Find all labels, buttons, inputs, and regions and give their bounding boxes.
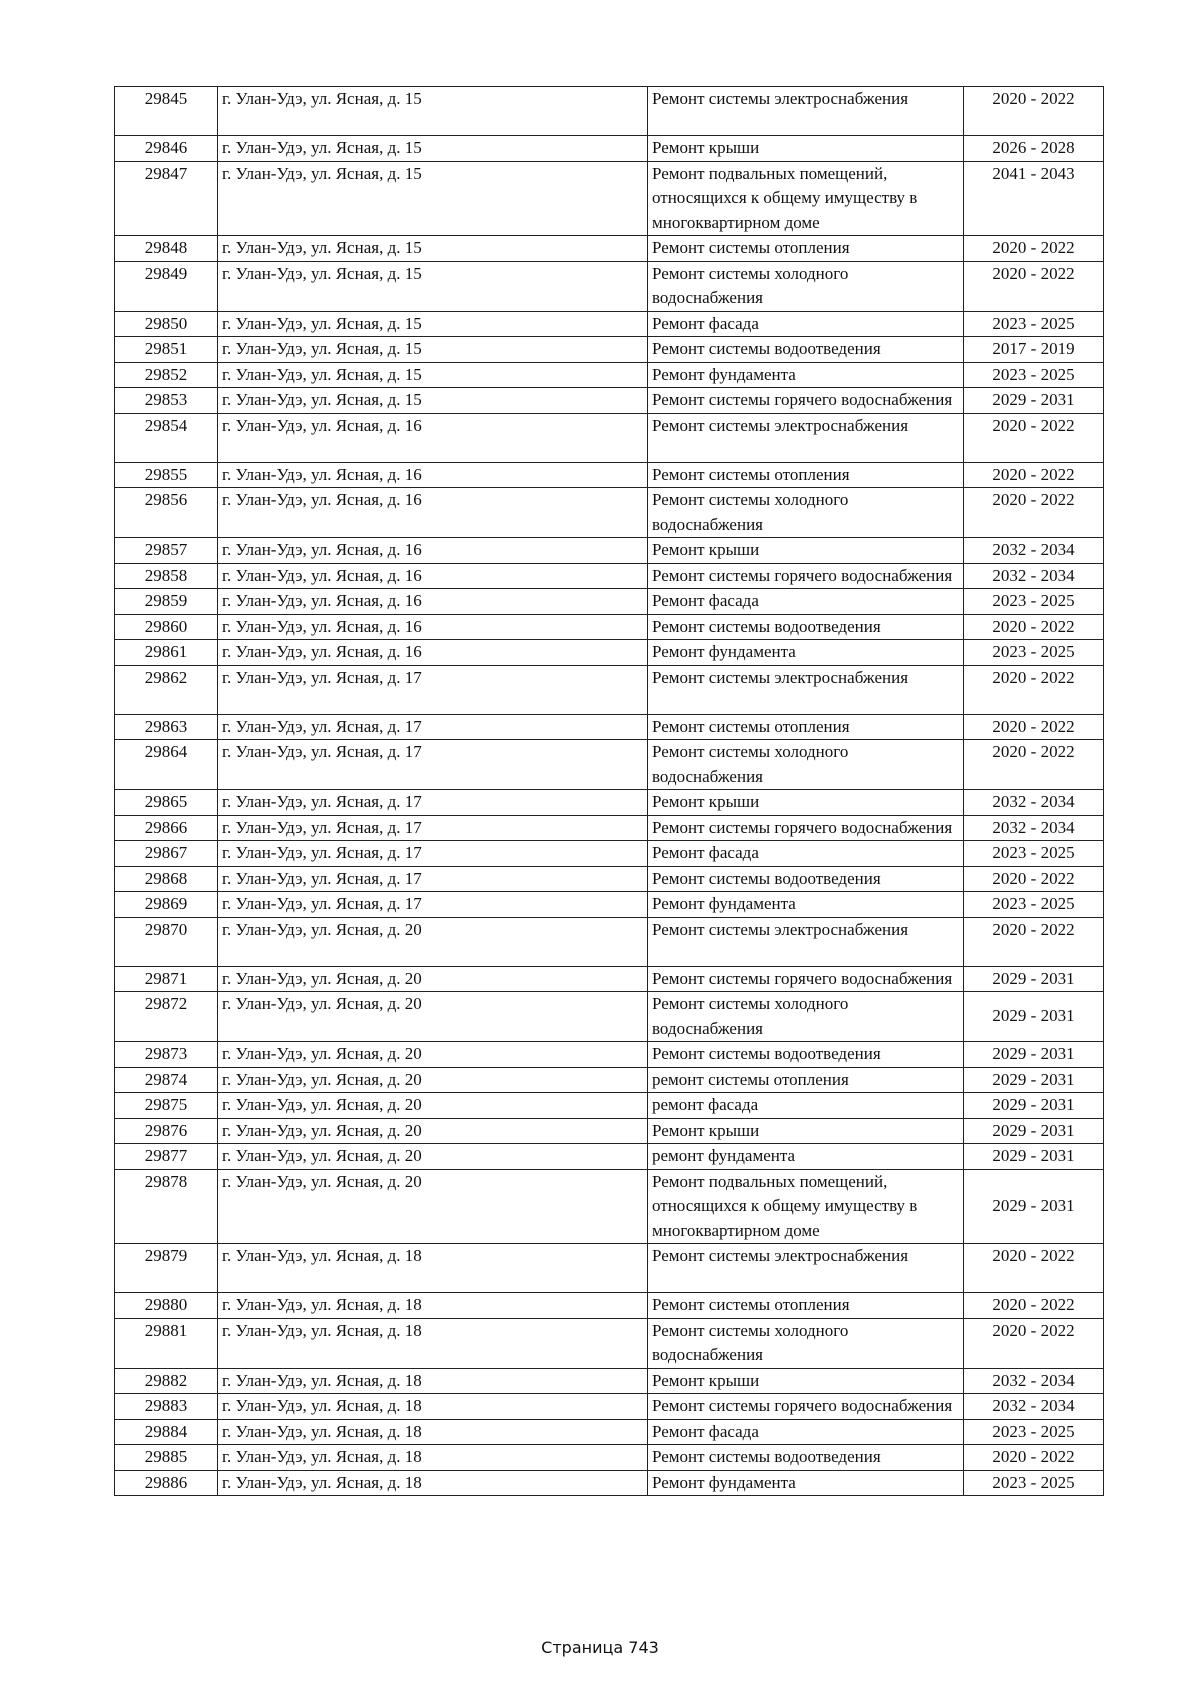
row-id: 29853	[115, 388, 218, 414]
table-row	[115, 236, 1104, 262]
row-work-type: Ремонт системы горячего водоснабжения	[648, 1394, 964, 1420]
table-row	[115, 1244, 1104, 1293]
row-address: г. Улан-Удэ, ул. Ясная, д. 20	[218, 1169, 648, 1244]
table-row	[115, 462, 1104, 488]
row-id: 29851	[115, 337, 218, 363]
table-row	[115, 136, 1104, 162]
table-body	[115, 87, 1104, 1496]
row-work-type: Ремонт системы водоотведения	[648, 1445, 964, 1471]
row-work-type: Ремонт системы отопления	[648, 714, 964, 740]
row-address: г. Улан-Удэ, ул. Ясная, д. 20	[218, 1144, 648, 1170]
row-address: г. Улан-Удэ, ул. Ясная, д. 18	[218, 1318, 648, 1368]
table-row	[115, 966, 1104, 992]
row-work-type: Ремонт фасада	[648, 589, 964, 615]
row-address: г. Улан-Удэ, ул. Ясная, д. 18	[218, 1244, 648, 1293]
table-row	[115, 87, 1104, 136]
row-work-type: Ремонт системы горячего водоснабжения	[648, 388, 964, 414]
row-address: г. Улан-Удэ, ул. Ясная, д. 20	[218, 1093, 648, 1119]
row-work-type: ремонт фундамента	[648, 1144, 964, 1170]
row-id: 29868	[115, 866, 218, 892]
row-address: г. Улан-Удэ, ул. Ясная, д. 16	[218, 589, 648, 615]
row-id: 29880	[115, 1293, 218, 1319]
row-period: 2020 - 2022	[964, 1318, 1104, 1368]
table-row	[115, 1144, 1104, 1170]
row-id: 29870	[115, 917, 218, 966]
row-work-type: Ремонт подвальных помещений, относящихся к общему имуществу в многоквартирном доме	[648, 161, 964, 236]
row-period: 2023 - 2025	[964, 1470, 1104, 1496]
row-id: 29879	[115, 1244, 218, 1293]
row-address: г. Улан-Удэ, ул. Ясная, д. 20	[218, 1042, 648, 1068]
row-id: 29846	[115, 136, 218, 162]
row-period: 2032 - 2034	[964, 815, 1104, 841]
row-period: 2023 - 2025	[964, 311, 1104, 337]
row-work-type: Ремонт фундамента	[648, 892, 964, 918]
row-period: 2023 - 2025	[964, 589, 1104, 615]
row-id: 29862	[115, 665, 218, 714]
row-address: г. Улан-Удэ, ул. Ясная, д. 15	[218, 311, 648, 337]
row-work-type: Ремонт системы водоотведения	[648, 614, 964, 640]
row-address: г. Улан-Удэ, ул. Ясная, д. 17	[218, 841, 648, 867]
row-period: 2029 - 2031	[964, 966, 1104, 992]
row-work-type: Ремонт системы электроснабжения	[648, 917, 964, 966]
row-id: 29869	[115, 892, 218, 918]
row-id: 29872	[115, 992, 218, 1042]
row-period: 2032 - 2034	[964, 538, 1104, 564]
row-address: г. Улан-Удэ, ул. Ясная, д. 17	[218, 665, 648, 714]
row-id: 29863	[115, 714, 218, 740]
row-address: г. Улан-Удэ, ул. Ясная, д. 15	[218, 337, 648, 363]
row-id: 29874	[115, 1067, 218, 1093]
row-period: 2023 - 2025	[964, 892, 1104, 918]
table-row	[115, 892, 1104, 918]
row-work-type: Ремонт системы отопления	[648, 236, 964, 262]
table-row	[115, 1419, 1104, 1445]
row-address: г. Улан-Удэ, ул. Ясная, д. 17	[218, 790, 648, 816]
row-period: 2020 - 2022	[964, 87, 1104, 136]
row-address: г. Улан-Удэ, ул. Ясная, д. 20	[218, 1067, 648, 1093]
row-address: г. Улан-Удэ, ул. Ясная, д. 15	[218, 136, 648, 162]
table-row	[115, 413, 1104, 462]
table-row	[115, 538, 1104, 564]
table-row	[115, 640, 1104, 666]
row-work-type: Ремонт системы водоотведения	[648, 1042, 964, 1068]
table-row	[115, 740, 1104, 790]
row-address: г. Улан-Удэ, ул. Ясная, д. 16	[218, 538, 648, 564]
row-id: 29857	[115, 538, 218, 564]
row-id: 29878	[115, 1169, 218, 1244]
row-period: 2020 - 2022	[964, 614, 1104, 640]
table-row	[115, 563, 1104, 589]
row-id: 29865	[115, 790, 218, 816]
table-row	[115, 790, 1104, 816]
row-id: 29866	[115, 815, 218, 841]
row-id: 29854	[115, 413, 218, 462]
row-work-type: Ремонт крыши	[648, 1118, 964, 1144]
table-row	[115, 311, 1104, 337]
row-address: г. Улан-Удэ, ул. Ясная, д. 18	[218, 1394, 648, 1420]
row-address: г. Улан-Удэ, ул. Ясная, д. 15	[218, 362, 648, 388]
table-row	[115, 161, 1104, 236]
row-work-type: Ремонт системы электроснабжения	[648, 1244, 964, 1293]
row-period: 2020 - 2022	[964, 236, 1104, 262]
row-period: 2041 - 2043	[964, 161, 1104, 236]
row-id: 29849	[115, 261, 218, 311]
row-address: г. Улан-Удэ, ул. Ясная, д. 15	[218, 161, 648, 236]
row-period: 2020 - 2022	[964, 413, 1104, 462]
row-id: 29852	[115, 362, 218, 388]
row-address: г. Улан-Удэ, ул. Ясная, д. 18	[218, 1368, 648, 1394]
table-row	[115, 1093, 1104, 1119]
row-work-type: Ремонт системы горячего водоснабжения	[648, 966, 964, 992]
row-work-type: Ремонт фундамента	[648, 1470, 964, 1496]
table-row	[115, 1293, 1104, 1319]
table-row	[115, 488, 1104, 538]
row-address: г. Улан-Удэ, ул. Ясная, д. 17	[218, 892, 648, 918]
table-row	[115, 714, 1104, 740]
row-period: 2029 - 2031	[964, 992, 1104, 1042]
row-period: 2029 - 2031	[964, 1118, 1104, 1144]
table-row	[115, 992, 1104, 1042]
row-work-type: Ремонт крыши	[648, 1368, 964, 1394]
row-id: 29845	[115, 87, 218, 136]
row-period: 2020 - 2022	[964, 665, 1104, 714]
table-row	[115, 388, 1104, 414]
row-address: г. Улан-Удэ, ул. Ясная, д. 20	[218, 1118, 648, 1144]
row-id: 29873	[115, 1042, 218, 1068]
row-id: 29886	[115, 1470, 218, 1496]
row-work-type: Ремонт системы электроснабжения	[648, 413, 964, 462]
row-id: 29864	[115, 740, 218, 790]
row-work-type: Ремонт фасада	[648, 1419, 964, 1445]
row-address: г. Улан-Удэ, ул. Ясная, д. 16	[218, 413, 648, 462]
row-address: г. Улан-Удэ, ул. Ясная, д. 16	[218, 640, 648, 666]
row-work-type: Ремонт системы горячего водоснабжения	[648, 815, 964, 841]
row-work-type: Ремонт системы холодного водоснабжения	[648, 488, 964, 538]
table-row	[115, 866, 1104, 892]
row-period: 2023 - 2025	[964, 362, 1104, 388]
row-period: 2020 - 2022	[964, 261, 1104, 311]
table-row	[115, 1445, 1104, 1471]
row-period: 2020 - 2022	[964, 714, 1104, 740]
page-number: Страница 743	[541, 1638, 659, 1657]
row-address: г. Улан-Удэ, ул. Ясная, д. 15	[218, 388, 648, 414]
row-id: 29885	[115, 1445, 218, 1471]
row-address: г. Улан-Удэ, ул. Ясная, д. 15	[218, 87, 648, 136]
row-id: 29883	[115, 1394, 218, 1420]
row-work-type: Ремонт фасада	[648, 311, 964, 337]
row-id: 29884	[115, 1419, 218, 1445]
row-period: 2020 - 2022	[964, 462, 1104, 488]
row-address: г. Улан-Удэ, ул. Ясная, д. 18	[218, 1419, 648, 1445]
row-address: г. Улан-Удэ, ул. Ясная, д. 16	[218, 563, 648, 589]
row-work-type: Ремонт системы водоотведения	[648, 866, 964, 892]
table-row	[115, 261, 1104, 311]
row-work-type: Ремонт фундамента	[648, 640, 964, 666]
row-work-type: Ремонт крыши	[648, 790, 964, 816]
row-work-type: Ремонт системы холодного водоснабжения	[648, 1318, 964, 1368]
row-id: 29847	[115, 161, 218, 236]
row-work-type: Ремонт крыши	[648, 538, 964, 564]
row-period: 2020 - 2022	[964, 1445, 1104, 1471]
row-work-type: Ремонт крыши	[648, 136, 964, 162]
row-id: 29855	[115, 462, 218, 488]
row-period: 2029 - 2031	[964, 388, 1104, 414]
row-period: 2026 - 2028	[964, 136, 1104, 162]
table-row	[115, 1118, 1104, 1144]
row-id: 29848	[115, 236, 218, 262]
row-id: 29882	[115, 1368, 218, 1394]
row-period: 2020 - 2022	[964, 488, 1104, 538]
row-period: 2029 - 2031	[964, 1067, 1104, 1093]
table-row	[115, 1394, 1104, 1420]
row-work-type: ремонт системы отопления	[648, 1067, 964, 1093]
row-id: 29856	[115, 488, 218, 538]
row-work-type: Ремонт подвальных помещений, относящихся к общему имуществу в многоквартирном доме	[648, 1169, 964, 1244]
row-period: 2032 - 2034	[964, 1368, 1104, 1394]
row-id: 29877	[115, 1144, 218, 1170]
row-period: 2032 - 2034	[964, 563, 1104, 589]
table-row	[115, 1067, 1104, 1093]
table-row	[115, 337, 1104, 363]
row-id: 29850	[115, 311, 218, 337]
row-period: 2020 - 2022	[964, 917, 1104, 966]
row-address: г. Улан-Удэ, ул. Ясная, д. 17	[218, 815, 648, 841]
row-address: г. Улан-Удэ, ул. Ясная, д. 16	[218, 614, 648, 640]
repair-schedule-table	[114, 86, 1104, 1496]
row-period: 2029 - 2031	[964, 1093, 1104, 1119]
row-id: 29881	[115, 1318, 218, 1368]
row-period: 2020 - 2022	[964, 1244, 1104, 1293]
table-row	[115, 362, 1104, 388]
row-period: 2020 - 2022	[964, 1293, 1104, 1319]
table-row	[115, 1368, 1104, 1394]
row-period: 2023 - 2025	[964, 640, 1104, 666]
row-work-type: Ремонт фасада	[648, 841, 964, 867]
table-row	[115, 815, 1104, 841]
row-address: г. Улан-Удэ, ул. Ясная, д. 15	[218, 261, 648, 311]
row-period: 2032 - 2034	[964, 1394, 1104, 1420]
table-row	[115, 841, 1104, 867]
row-work-type: Ремонт системы отопления	[648, 1293, 964, 1319]
row-address: г. Улан-Удэ, ул. Ясная, д. 16	[218, 462, 648, 488]
row-period: 2029 - 2031	[964, 1144, 1104, 1170]
row-address: г. Улан-Удэ, ул. Ясная, д. 18	[218, 1445, 648, 1471]
row-period: 2020 - 2022	[964, 740, 1104, 790]
table-row	[115, 614, 1104, 640]
row-address: г. Улан-Удэ, ул. Ясная, д. 15	[218, 236, 648, 262]
row-address: г. Улан-Удэ, ул. Ясная, д. 18	[218, 1470, 648, 1496]
table-row	[115, 1318, 1104, 1368]
row-address: г. Улан-Удэ, ул. Ясная, д. 20	[218, 992, 648, 1042]
row-work-type: Ремонт системы электроснабжения	[648, 87, 964, 136]
row-id: 29859	[115, 589, 218, 615]
table-row	[115, 1042, 1104, 1068]
row-id: 29867	[115, 841, 218, 867]
row-address: г. Улан-Удэ, ул. Ясная, д. 20	[218, 966, 648, 992]
row-address: г. Улан-Удэ, ул. Ясная, д. 17	[218, 714, 648, 740]
table-row	[115, 917, 1104, 966]
table-row	[115, 1169, 1104, 1244]
row-work-type: Ремонт системы горячего водоснабжения	[648, 563, 964, 589]
table-row	[115, 589, 1104, 615]
row-work-type: Ремонт системы холодного водоснабжения	[648, 740, 964, 790]
row-period: 2032 - 2034	[964, 790, 1104, 816]
row-work-type: Ремонт системы холодного водоснабжения	[648, 992, 964, 1042]
row-address: г. Улан-Удэ, ул. Ясная, д. 18	[218, 1293, 648, 1319]
row-period: 2023 - 2025	[964, 1419, 1104, 1445]
row-period: 2017 - 2019	[964, 337, 1104, 363]
row-work-type: ремонт фасада	[648, 1093, 964, 1119]
row-address: г. Улан-Удэ, ул. Ясная, д. 16	[218, 488, 648, 538]
row-address: г. Улан-Удэ, ул. Ясная, д. 17	[218, 740, 648, 790]
row-id: 29860	[115, 614, 218, 640]
row-address: г. Улан-Удэ, ул. Ясная, д. 20	[218, 917, 648, 966]
row-work-type: Ремонт системы водоотведения	[648, 337, 964, 363]
row-address: г. Улан-Удэ, ул. Ясная, д. 17	[218, 866, 648, 892]
row-work-type: Ремонт системы холодного водоснабжения	[648, 261, 964, 311]
table-row	[115, 1470, 1104, 1496]
row-work-type: Ремонт системы отопления	[648, 462, 964, 488]
row-id: 29861	[115, 640, 218, 666]
row-period: 2020 - 2022	[964, 866, 1104, 892]
row-id: 29858	[115, 563, 218, 589]
row-id: 29875	[115, 1093, 218, 1119]
row-period: 2029 - 2031	[964, 1042, 1104, 1068]
row-period: 2023 - 2025	[964, 841, 1104, 867]
table-row	[115, 665, 1104, 714]
row-period: 2029 - 2031	[964, 1169, 1104, 1244]
row-work-type: Ремонт системы электроснабжения	[648, 665, 964, 714]
row-id: 29876	[115, 1118, 218, 1144]
row-work-type: Ремонт фундамента	[648, 362, 964, 388]
row-id: 29871	[115, 966, 218, 992]
